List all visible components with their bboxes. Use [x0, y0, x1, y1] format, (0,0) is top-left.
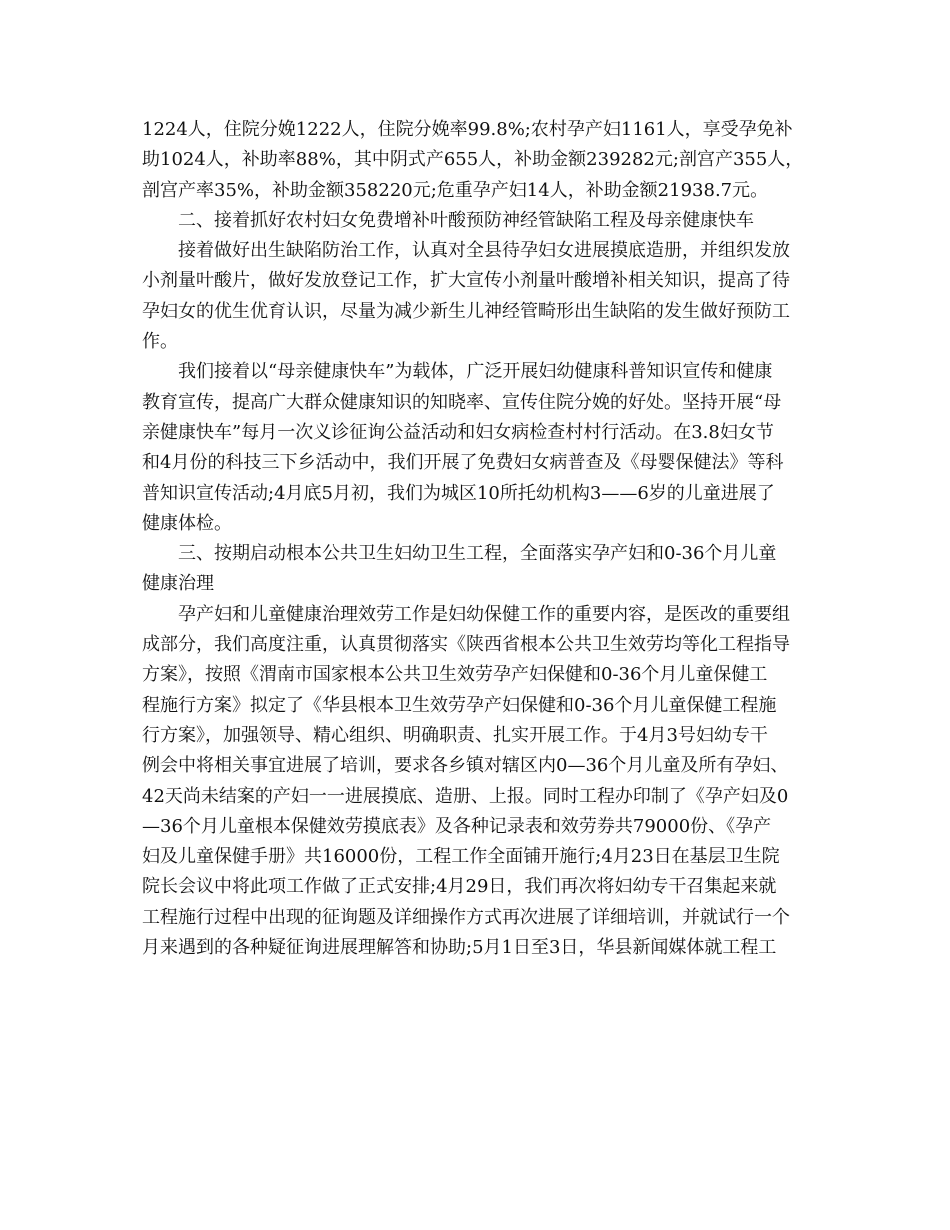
text-line: 作。	[142, 331, 178, 353]
text-line: 和4月份的科技三下乡活动中，我们开展了免费妇女病普查及《母婴保健法》等科	[142, 452, 784, 474]
text-line: 成部分，我们高度注重，认真贯彻落实《陕西省根本公共卫生效劳均等化工程指导	[142, 634, 790, 656]
text-line: 孕妇女的优生优育认识，尽量为减少新生儿神经管畸形出生缺陷的发生做好预防工	[142, 300, 790, 322]
text-line: 1224人，住院分娩1222人，住院分娩率99.8%;农村孕产妇1161人，享受孕免补	[142, 119, 793, 140]
text-line: 行方案》，加强领导、精心组织、明确职责、扎实开展工作。于4月3号妇幼专干	[142, 724, 768, 746]
text-line: 教育宣传，提高广大群众健康知识的知晓率、宣传住院分娩的好处。坚持开展“母	[142, 391, 782, 413]
text-line: 工程施行过程中出现的征询题及详细操作方式再次进展了详细培训，并就试行一个	[142, 906, 790, 928]
text-line: 院长会议中将此项工作做了正式安排;4月29日，我们再次将妇幼专干召集起来就	[142, 876, 777, 898]
text-line: 例会中将相关事宜进展了培训，要求各乡镇对辖区内0—36个月儿童及所有孕妇、	[142, 755, 789, 777]
text-line: 普知识宣传活动;4月底5月初，我们为城区10所托幼机构3——6岁的儿童进展了	[142, 482, 775, 504]
text-line: 月来遇到的各种疑征询进展理解答和协助;5月1日至3日，华县新闻媒体就工程工	[142, 937, 777, 959]
text-line: 小剂量叶酸片，做好发放登记工作，扩大宣传小剂量叶酸增补相关知识，提高了待	[142, 270, 790, 292]
text-line: 助1024人，补助率88%，其中阴式产655人，补助金额239282元;剖宫产355人，	[142, 149, 804, 171]
text-line: 我们接着以“母亲健康快车”为载体，广泛开展妇幼健康科普知识宣传和健康	[178, 361, 773, 383]
text-line: 剖宫产率35%，补助金额358220元;危重孕产妇14人，补助金额21938.7元。	[142, 179, 769, 201]
text-line: 三、按期启动根本公共卫生妇幼卫生工程，全面落实孕产妇和0-36个月儿童	[178, 543, 777, 565]
text-line: 健康体检。	[142, 512, 232, 534]
text-line: 孕产妇和儿童健康治理效劳工作是妇幼保健工作的重要内容，是医改的重要组	[178, 603, 790, 625]
text-line: 程施行方案》拟定了《华县根本卫生效劳孕产妇保健和0-36个月儿童保健工程施	[142, 694, 777, 716]
text-line: 42天尚未结案的产妇一一进展摸底、造册、上报。同时工程办印制了《孕产妇及0	[142, 785, 789, 807]
text-line: 亲健康快车”每月一次义诊征询公益活动和妇女病检查村村行活动。在3.8妇女节	[142, 421, 774, 443]
document-page	[142, 115, 812, 963]
text-line: —36个月儿童根本保健效劳摸底表》及各种记录表和效劳券共79000份、《孕产	[142, 815, 772, 837]
text-line: 健康治理	[142, 573, 214, 595]
text-line: 二、接着抓好农村妇女免费增补叶酸预防神经管缺陷工程及母亲健康快车	[178, 209, 754, 231]
text-line: 方案》，按照《渭南市国家根本公共卫生效劳孕产妇保健和0-36个月儿童保健工	[142, 664, 768, 686]
text-line: 妇及儿童保健手册》共16000份，工程工作全面铺开施行;4月23日在基层卫生院	[142, 846, 780, 868]
text-line: 接着做好出生缺陷防治工作，认真对全县待孕妇女进展摸底造册，并组织发放	[178, 240, 790, 262]
